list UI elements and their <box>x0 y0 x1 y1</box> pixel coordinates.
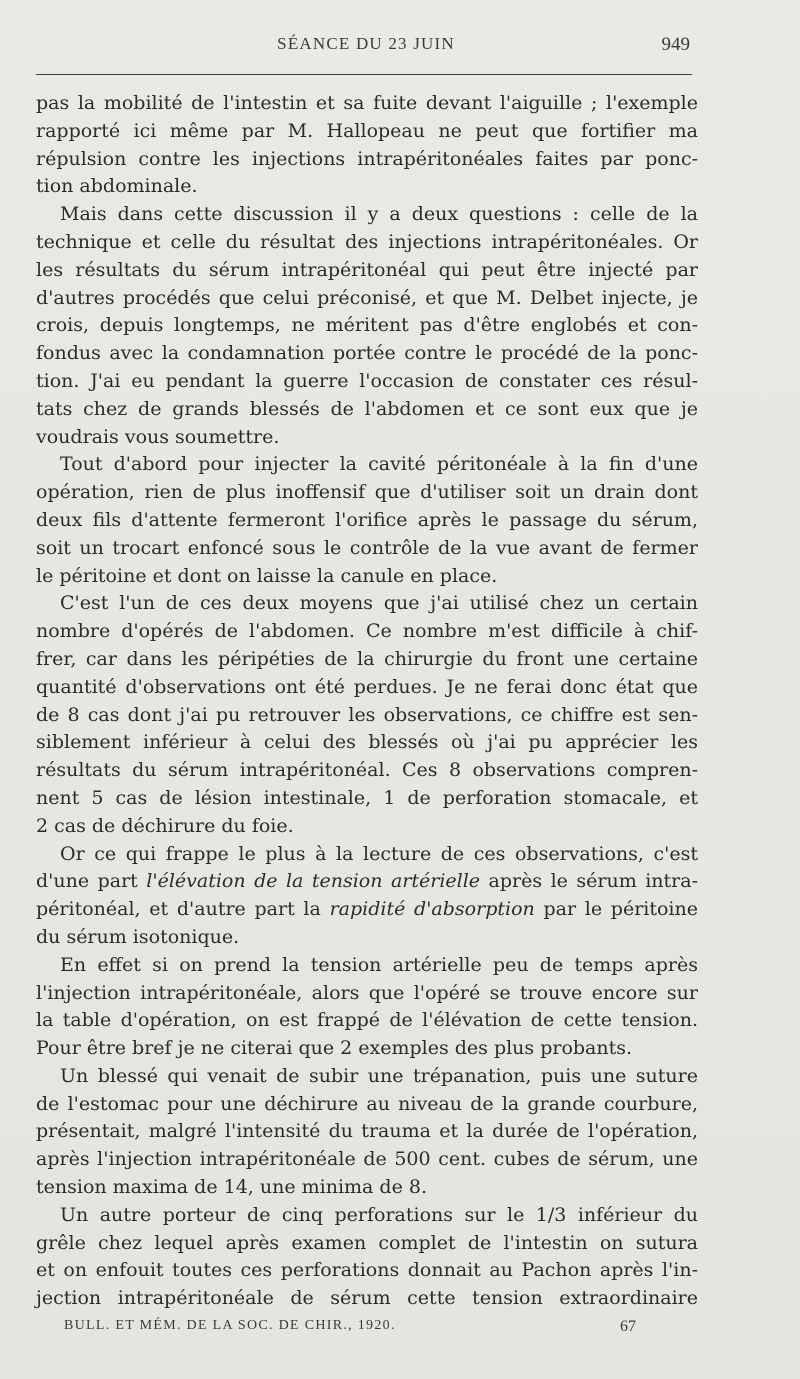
paragraph <box>36 90 698 201</box>
paragraph <box>36 590 698 840</box>
text-line: Mais dans cette discussion il y a deux questions : celle de la <box>60 203 698 226</box>
text-line: répulsion contre les injections intrapéritonéales faites par ponc- <box>36 147 698 170</box>
text-line: d'une part l'élévation de la tension artérielle après le sérum intra- <box>36 870 698 893</box>
text-line: tion abdominale. <box>36 175 198 198</box>
paragraph <box>36 1202 698 1313</box>
text-line: péritonéal, et d'autre part la rapidité d'absorption par le péritoine <box>36 898 698 921</box>
header-rule <box>36 74 692 75</box>
text-line: 2 cas de déchirure du foie. <box>36 814 294 837</box>
page-footer <box>36 1318 692 1342</box>
text-line: pas la mobilité de l'intestin et sa fuite devant l'aiguille ; l'exemple <box>36 92 698 114</box>
text-line: Tout d'abord pour injecter la cavité péritonéale à la fin d'une <box>60 453 698 476</box>
text-line: après l'injection intrapéritonéale de 500 cent. cubes de sérum, une <box>36 1148 698 1171</box>
body-text <box>36 90 698 1313</box>
text-line: jection intrapéritonéale de sérum cette tension extraordinaire <box>36 1287 698 1310</box>
text-line: de l'estomac pour une déchirure au niveau de la grande courbure, <box>36 1092 698 1115</box>
text-line: grêle chez lequel après examen complet de l'intestin on sutura <box>36 1231 698 1254</box>
paragraph <box>36 451 698 590</box>
text-line: Or ce qui frappe le plus à la lecture de ces observations, c'est <box>60 842 698 865</box>
emphasis: l'élévation de la tension artérielle <box>146 870 481 893</box>
text-line: En effet si on prend la tension artérielle peu de temps après <box>60 953 698 976</box>
text-line: quantité d'observations ont été perdues. Je ne ferai donc état que <box>36 675 698 698</box>
text-line: l'injection intrapéritonéale, alors que l'opéré se trouve encore sur <box>36 981 698 1004</box>
text-line: nombre d'opérés de l'abdomen. Ce nombre m'est difficile à chif- <box>36 620 698 643</box>
text-line: tion. J'ai eu pendant la guerre l'occasion de constater ces résul- <box>36 369 698 392</box>
text-line: voudrais vous soumettre. <box>36 425 280 448</box>
text-line: Un blessé qui venait de subir une trépanation, puis une suture <box>60 1064 698 1087</box>
text-line: les résultats du sérum intrapéritonéal qui peut être injecté par <box>36 258 698 281</box>
text-line: rapporté ici même par M. Hallopeau ne peut que fortifier ma <box>36 119 698 142</box>
text-line: fondus avec la condamnation portée contre le procédé de la ponc- <box>36 342 698 365</box>
text-line: deux fils d'attente fermeront l'orifice après le passage du sérum, <box>36 508 698 531</box>
text-line: technique et celle du résultat des injections intrapéritonéales. Or <box>36 230 698 253</box>
text-line: d'autres procédés que celui préconisé, et que M. Delbet injecte, je <box>36 286 698 309</box>
text-line: Pour être bref je ne citerai que 2 exemples des plus probants. <box>36 1037 633 1060</box>
text-line: résultats du sérum intrapéritonéal. Ces 8 observations compren- <box>36 759 698 782</box>
text-line: tats chez de grands blessés de l'abdomen et ce sont eux que je <box>36 397 698 420</box>
text-line: la table d'opération, on est frappé de l'élévation de cette tension. <box>36 1009 698 1032</box>
page-header <box>36 34 696 64</box>
signature-mark: 67 <box>620 1318 636 1335</box>
text-line: C'est l'un de ces deux moyens que j'ai utilisé chez un certain <box>60 592 698 615</box>
text-line: opération, rien de plus inoffensif que d'utiliser soit un drain dont <box>36 481 698 504</box>
paragraph <box>36 841 698 952</box>
text-line: siblement inférieur à celui des blessés où j'ai pu apprécier les <box>36 731 698 754</box>
text-line: présentait, malgré l'intensité du trauma et la durée de l'opération, <box>36 1120 698 1143</box>
text-line: nent 5 cas de lésion intestinale, 1 de perforation stomacale, et <box>36 786 698 809</box>
text-line: du sérum isotonique. <box>36 925 240 948</box>
journal-reference: BULL. ET MÉM. DE LA SOC. DE CHIR., 1920. <box>64 1318 396 1333</box>
text-line: crois, depuis longtemps, ne méritent pas d'être englobés et con- <box>36 314 698 337</box>
text-line: et on enfouit toutes ces perforations donnait au Pachon après l'in- <box>36 1259 698 1282</box>
text-line: le péritoine et dont on laisse la canule en place. <box>36 564 498 587</box>
text-line: tension maxima de 14, une minima de 8. <box>36 1176 428 1199</box>
emphasis: rapidité d'absorption <box>329 898 535 921</box>
paragraph <box>36 201 698 451</box>
text-line: soit un trocart enfoncé sous le contrôle de la vue avant de fermer <box>36 536 698 559</box>
text-line: de 8 cas dont j'ai pu retrouver les observations, ce chiffre est sen- <box>36 703 698 726</box>
text-line: frer, car dans les péripéties de la chirurgie du front une certaine <box>36 647 698 670</box>
paragraph <box>36 952 698 1063</box>
running-head: SÉANCE DU 23 JUIN <box>277 34 455 53</box>
paragraph <box>36 1063 698 1202</box>
page-number: 949 <box>661 34 690 55</box>
text-line: Un autre porteur de cinq perforations sur le 1/3 inférieur du <box>60 1203 698 1226</box>
